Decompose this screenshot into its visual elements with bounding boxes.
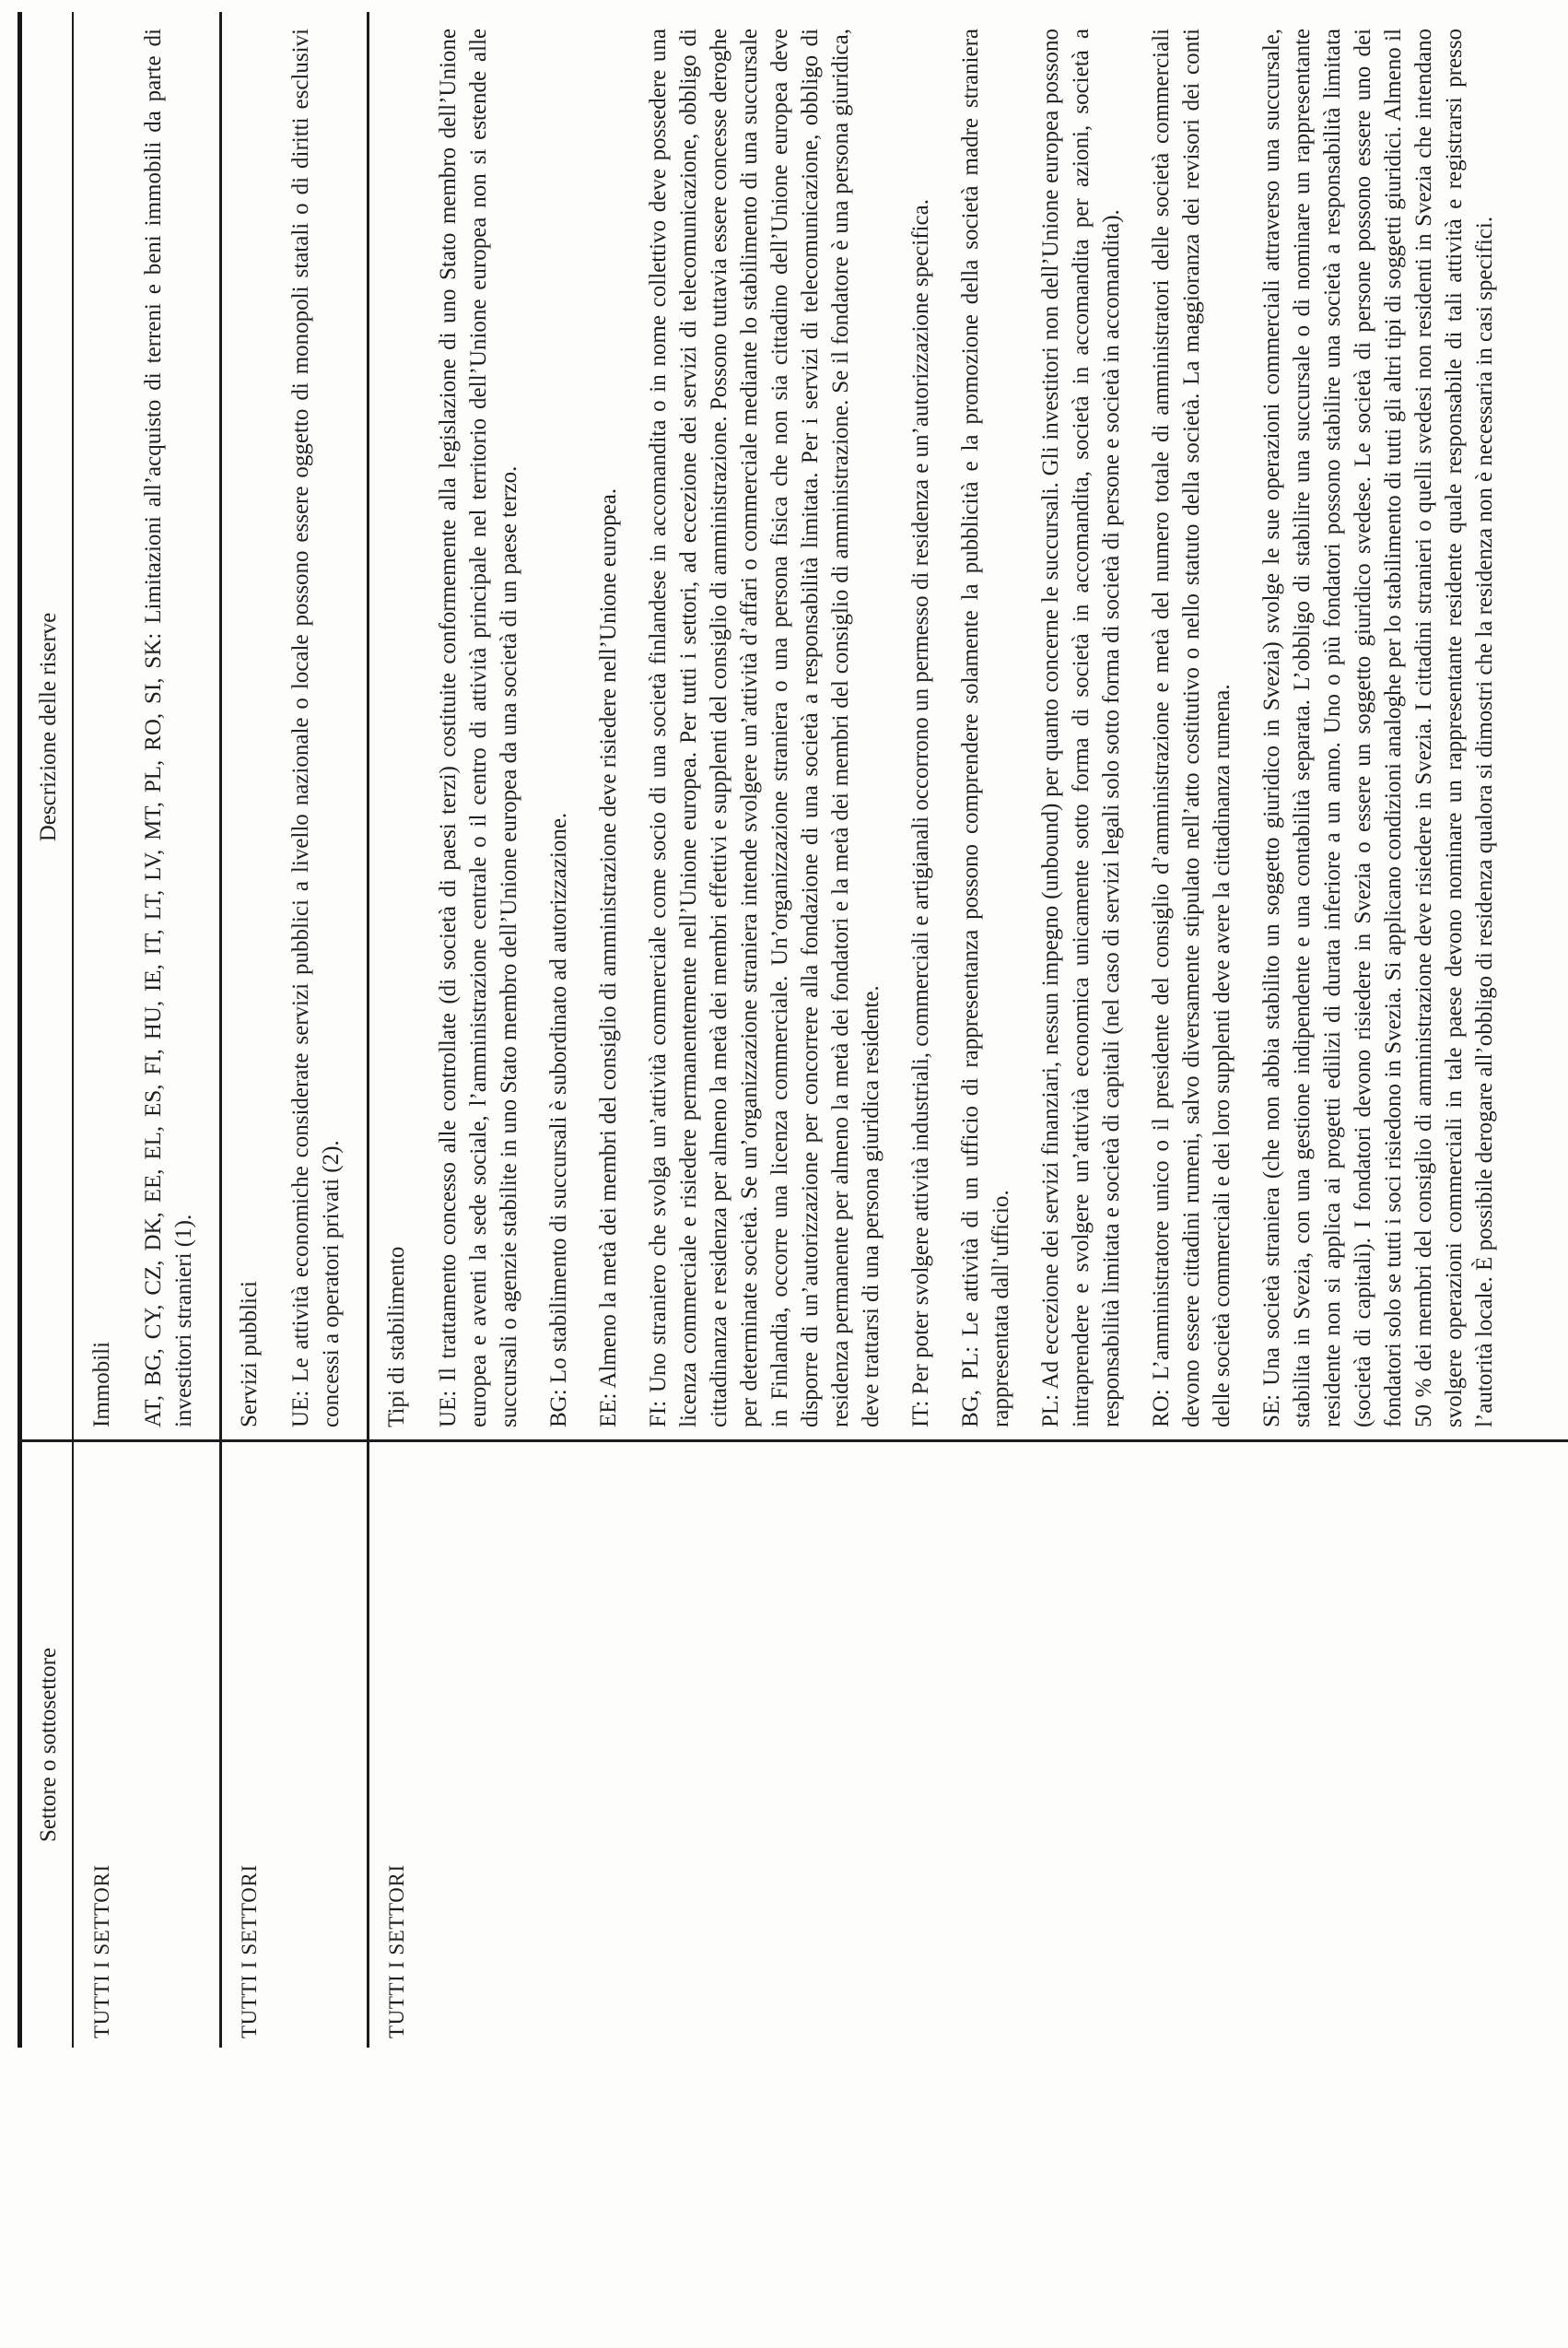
reservation-paragraph-pl: PL: Ad eccezione dei servizi finanziari, nessun impegno (unbound) per quanto concerne le succursali. Gli investitori non dell’Unione europea possono intraprendere e svolgere un’attività economica unicamente sotto forma di società in accomandita, società in accomandita per azioni, società a responsabilità limitata e società di capitali (nel caso di servizi legali solo sotto forma di società di persone e società in accomandita). [1038,29,1124,1427]
column-header-description: Descrizione delle riserve [36,612,61,842]
reservation-paragraph-ue: UE: Il trattamento concesso alle controllate (di società di paesi terzi) costituite conformemente alla legislazione di uno Stato membro dell’Unione europea e aventi la sede sociale, l’amministrazione centrale o il centro di attività principale nel territorio dell’Unione europea non si estende alle succursali o agenzie stabilite in uno Stato membro dell’Unione europea da una società di un paese terzo. [436,29,521,1427]
reservation-paragraph-se: SE: Una società straniera (che non abbia stabilito un soggetto giuridico in Svezia) svolge le sue operazioni commerciali attraverso una succursale, stabilita in Svezia, con una gestione indipendente e una contabilità separata. L’obbligo di stabilire una succursale o di nominare un rappresentante residente non si applica ai progetti edilizi di durata inferiore a un anno. Uno o più fondatori possono stabilire una società a responsabilità limitata (società di capitali). I fondatori devono risiedere in Svezia o essere un soggetto giuridico svedese. Le società di persone possono essere uno dei fondatori solo se tutti i soci risiedono in Svezia. Si applicano condizioni analoghe per lo stabilimento di tutti gli altri tipi di soggetti giuridici. Almeno il 50 % dei membri del consiglio di amministrazione deve risiedere in Svezia. I cittadini stranieri o quelli svedesi non residenti in Svezia che intendano svolgere operazioni commerciali in tale paese devono nominare un rappresentante residente quale responsabile di tali attività e registrarsi presso l’autorità locale. È possibile derogare all’obbligo di residenza qualora si dimostri che la residenza non è necessaria in casi specifici. [1259,29,1497,1427]
description-cell [369,12,1500,1442]
reservation-paragraph-ee: EE: Almeno la metà dei membri del consiglio di amministrazione deve risiedere nell’Unione europea. [596,487,621,1427]
description-cell [222,12,346,1442]
row-heading-immobili: Immobili [89,1341,114,1427]
reservation-paragraph-ro: RO: L’amministratore unico o il presidente del consiglio d’amministrazione e metà del numero totale di amministratori delle società commerciali devono essere cittadini rumeni, salvo diversamente stipulato nell’atto costitutivo o nello statuto della società. La maggioranza dei revisori dei conti delle società commerciali e dei loro supplenti deve avere la cittadinanza rumena. [1149,29,1235,1427]
table-row [75,12,219,2048]
description-cell [75,12,199,1442]
reservation-paragraph-bg-pl: BG, PL: Le attività di un ufficio di rappresentanza possono comprendere solamente la pubblicità e la promozione della società madre straniera rappresentata dall’ufficio. [958,29,1013,1427]
sector-cell [369,1442,412,2048]
row-heading-tipi-di-stabilimento: Tipi di stabilimento [384,1246,409,1427]
row-heading-servizi-pubblici: Servizi pubblici [237,1281,262,1427]
table-row [222,12,367,2048]
table-row [369,12,1562,2048]
column-header-sector: Settore o sottosettore [36,1647,61,1843]
sector-label: TUTTI I SETTORI [238,1864,261,2038]
reservation-paragraph-fi: FI: Uno straniero che svolga un’attività commerciale come socio di una società finlandese in accomandita o in nome collettivo deve possedere una licenza commerciale e risiedere permanentemente nell’Unione europea. Per tutti i settori, ad eccezione dei servizi di telecomunicazione, obbligo di cittadinanza e residenza per almeno la metà dei membri effettivi e supplenti del consiglio di amministrazione. Possono tuttavia essere concesse deroghe per determinate società. Se un’organizzazione straniera intende svolgere un’attività d’affari o commerciale mediante lo stabilimento di una succursale in Finlandia, occorre una licenza commerciale. Un’organizzazione straniera o una persona fisica che non sia cittadino dell’Unione europea deve disporre di un’autorizzazione per concorrere alla fondazione di una società a responsabilità limitata. Per i servizi di telecomunicazione, obbligo di residenza permanente per almeno la metà dei fondatori e la metà dei membri del consiglio di amministrazione. Se il fondatore è una persona giuridica, deve trattarsi di una persona giuridica residente. [646,29,883,1427]
sector-label: TUTTI I SETTORI [385,1864,408,2038]
reservation-paragraph-it: IT: Per poter svolgere attività industriali, commerciali e artigianali occorrono un permesso di residenza e un’autorizzazione specifica. [908,199,933,1427]
sector-cell [222,1442,264,2048]
reservation-paragraph-member-states: AT, BG, CY, CZ, DK, EE, EL, ES, FI, HU, IE, IT, LT, LV, MT, PL, RO, SI, SK: Limitazioni all’acquisto di terreni e beni immobili da parte di investitori stranieri (1). [141,29,196,1427]
table-top-border-rule [18,12,22,2048]
reservation-paragraph-ue-servizi: UE: Le attività economiche considerate servizi pubblici a livello nazionale o locale possono essere oggetto di monopoli statali o di diritti esclusivi concessi a operatori privati (2). [288,29,344,1427]
sector-label: TUTTI I SETTORI [90,1864,113,2038]
reservation-paragraph-bg: BG: Lo stabilimento di succursali è subordinato ad autorizzazione. [546,812,571,1427]
sector-cell [75,1442,117,2048]
header-underline-rule [72,12,74,2048]
table-header-row [24,12,72,2048]
